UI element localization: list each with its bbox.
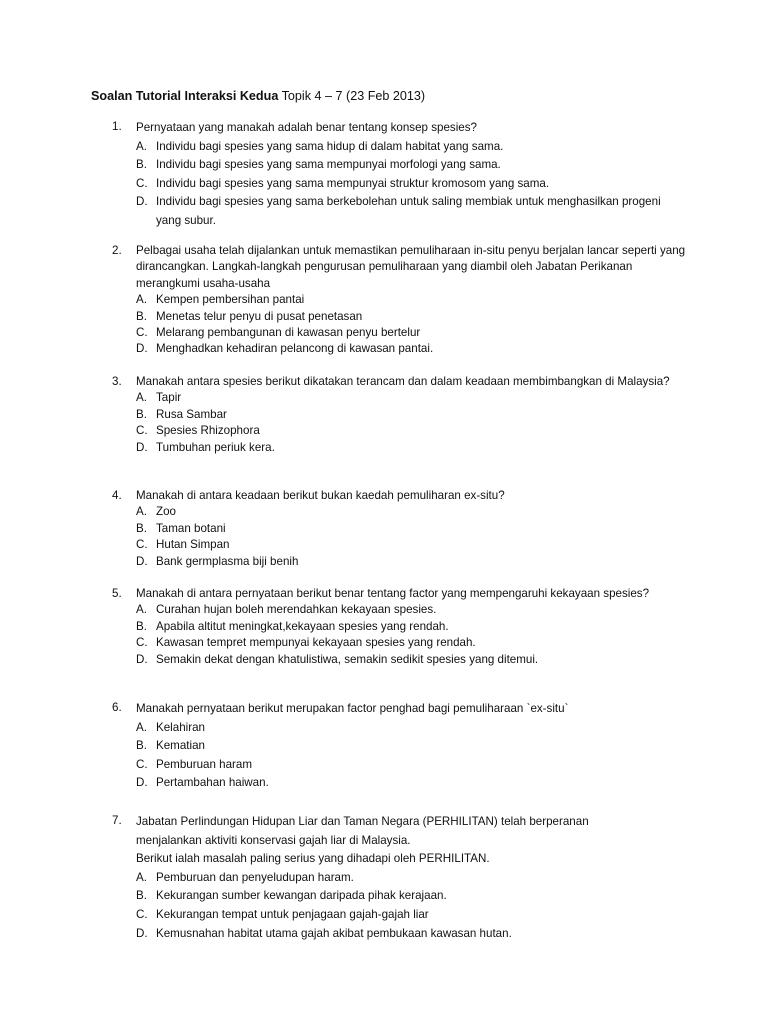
question-1 [112, 119, 692, 231]
question-text: Jabatan Perlindungan Hidupan Liar dan Taman Negara (PERHILITAN) telah berperanan menjalankan aktiviti konservasi gajah liar di Malaysia. [136, 815, 589, 847]
option-b: B. Kekurangan sumber kewangan daripada pihak kerajaan. [136, 889, 447, 903]
option-b: B. Rusa Sambar [136, 407, 227, 421]
question-number: 4. [112, 489, 122, 502]
option-b: B. Individu bagi spesies yang sama mempunyai morfologi yang sama. [136, 158, 501, 172]
question-text: Pelbagai usaha telah dijalankan untuk memastikan pemuliharaan in-situ penyu berjalan lancar seperti yang dirancangkan. Langkah-langkah pengurusan pemuliharaan yang diambil oleh Jabatan Perikanan merangkumi usaha-usaha [136, 244, 686, 290]
option-c: C. Spesies Rhizophora [136, 424, 260, 438]
option-c: C. Kekurangan tempat untuk penjagaan gajah-gajah liar [136, 907, 429, 921]
option-c: C. Individu bagi spesies yang sama mempunyai struktur kromosom yang sama. [136, 176, 550, 190]
document-title [91, 88, 425, 104]
option-a: A. Tapir [136, 391, 182, 405]
option-c: C. Melarang pembangunan di kawasan penyu bertelur [136, 326, 421, 340]
question-4 [112, 488, 692, 570]
question-number: 2. [112, 244, 122, 257]
question-text: Pernyataan yang manakah adalah benar tentang konsep spesies? [136, 121, 477, 134]
question-3 [112, 374, 692, 456]
option-d: D. Tumbuhan periuk kera. [136, 440, 275, 454]
option-b: B. Kematian [136, 739, 205, 753]
option-c: C. Kawasan tempret mempunyai kekayaan spesies yang rendah. [136, 636, 476, 650]
question-text: Manakah pernyataan berikut merupakan factor penghad bagi pemuliharaan `ex-situ` [136, 702, 569, 715]
question-number: 6. [112, 701, 122, 714]
option-d: D. Menghadkan kehadiran pelancong di kawasan pantai. [136, 342, 434, 356]
option-b: B. Apabila altitut meningkat,kekayaan spesies yang rendah. [136, 619, 449, 633]
option-d: D. Kemusnahan habitat utama gajah akibat pembukaan kawasan hutan. [136, 926, 512, 940]
question-2 [112, 243, 692, 358]
question-number: 5. [112, 587, 122, 600]
option-a: A. Pemburuan dan penyeludupan haram. [136, 870, 354, 884]
question-text: Manakah antara spesies berikut dikatakan terancam dan dalam keadaan membimbangkan di Malaysia? [136, 375, 670, 388]
title-bold: Soalan Tutorial Interaksi Kedua [91, 89, 279, 103]
option-d: D. Pertambahan haiwan. [136, 776, 269, 790]
option-a: A. Individu bagi spesies yang sama hidup di dalam habitat yang sama. [136, 139, 504, 153]
question-text: Manakah di antara pernyataan berikut benar tentang factor yang mempengaruhi kekayaan spesies? [136, 587, 650, 600]
option-a: A. Kelahiran [136, 720, 205, 734]
option-c: C. Hutan Simpan [136, 538, 230, 552]
option-d: D. Bank germplasma biji benih [136, 554, 299, 568]
option-b: B. Menetas telur penyu di pusat penetasan [136, 309, 363, 323]
question-number: 7. [112, 814, 122, 827]
option-c: C. Pemburuan haram [136, 757, 253, 771]
question-7 [112, 813, 692, 943]
option-b: B. Taman botani [136, 521, 226, 535]
option-d: D. Semakin dekat dengan khatulistiwa, semakin sedikit spesies yang ditemui. [136, 652, 539, 666]
question-number: 3. [112, 375, 122, 388]
question-number: 1. [112, 120, 122, 133]
option-a: A. Curahan hujan boleh merendahkan kekayaan spesies. [136, 603, 437, 617]
question-text: Manakah di antara keadaan berikut bukan kaedah pemuliharan ex-situ? [136, 489, 505, 502]
option-a: A. Zoo [136, 505, 176, 519]
title-rest: Topik 4 – 7 (23 Feb 2013) [278, 89, 426, 103]
option-d: D. Individu bagi spesies yang sama berkebolehan untuk saling membiak untuk menghasilkan progeni yang subur. [136, 195, 661, 227]
question-6 [112, 700, 692, 793]
question-5 [112, 586, 692, 668]
question-subtext: Berikut ialah masalah paling serius yang dihadapi oleh PERHILITAN. [136, 852, 490, 866]
option-a: A. Kempen pembersihan pantai [136, 293, 305, 307]
